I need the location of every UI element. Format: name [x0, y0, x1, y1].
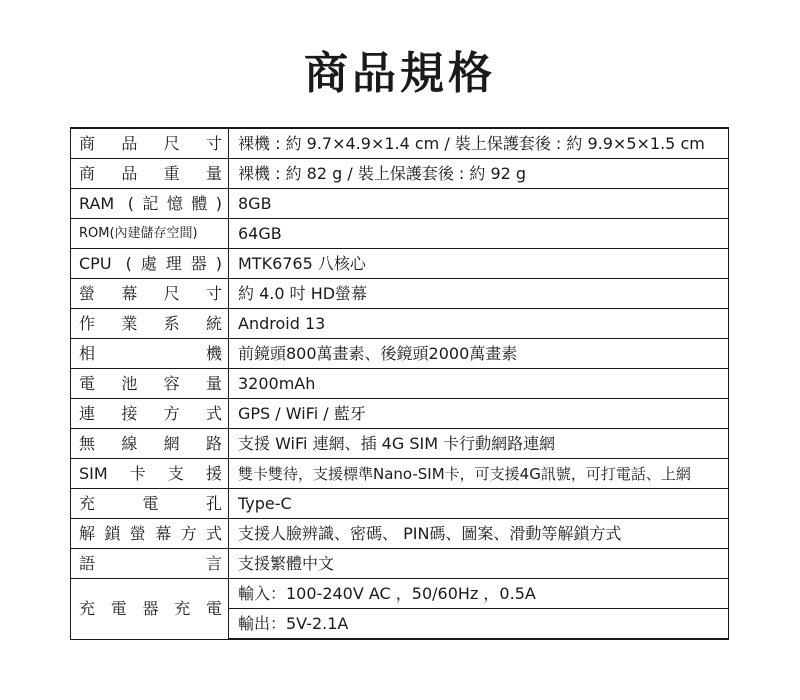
spec-value: 3200mAh [229, 369, 729, 399]
spec-label-cell [71, 489, 229, 519]
spec-label-cell [71, 159, 229, 189]
spec-label-cell [71, 339, 229, 369]
spec-value: GPS / WiFi / 藍牙 [229, 399, 729, 429]
spec-value: 裸機 : 約 82 g / 裝上保護套後 : 約 92 g [229, 159, 729, 189]
table-row [71, 459, 729, 489]
table-row [71, 279, 729, 309]
spec-label-cell [71, 519, 229, 549]
spec-label-cell [71, 219, 229, 249]
charger-input-value: 輸入：100-240V AC ，50/60Hz ，0.5A [229, 579, 729, 609]
spec-label: 商品重量 [79, 163, 222, 183]
spec-label: 相機 [79, 343, 222, 363]
spec-label: 語言 [79, 553, 222, 573]
spec-value: 裸機 : 約 9.7×4.9×1.4 cm / 裝上保護套後 : 約 9.9×5×1.5 cm [229, 128, 729, 159]
spec-label: 螢幕尺寸 [79, 283, 222, 303]
spec-table [70, 127, 729, 640]
spec-value: Android 13 [229, 309, 729, 339]
table-row [71, 519, 729, 549]
spec-label-cell [71, 189, 229, 219]
spec-label: 連接方式 [79, 403, 222, 423]
table-row [71, 339, 729, 369]
spec-value: 前鏡頭800萬畫素、後鏡頭2000萬畫素 [229, 339, 729, 369]
spec-label-cell [71, 369, 229, 399]
spec-label-cell [71, 399, 229, 429]
table-row [71, 549, 729, 579]
spec-label-cell [71, 128, 229, 159]
spec-label: SIM卡支援 [79, 463, 222, 483]
spec-label: 商品尺寸 [79, 133, 222, 153]
spec-label-cell [71, 309, 229, 339]
table-row [71, 159, 729, 189]
table-row [71, 309, 729, 339]
table-row [71, 429, 729, 459]
spec-label: 充電孔 [79, 493, 222, 513]
charger-output-value: 輸出：5V-2.1A [229, 609, 729, 640]
spec-label: CPU (處理器) [79, 253, 222, 273]
spec-value: 支援繁體中文 [229, 549, 729, 579]
spec-label: 解鎖螢幕方式 [79, 523, 222, 543]
spec-label: 電池容量 [79, 373, 222, 393]
spec-label-cell [71, 249, 229, 279]
spec-value: 8GB [229, 189, 729, 219]
table-row [71, 579, 729, 609]
spec-value: 支援人臉辨識、密碼、 PIN碼、圖案、滑動等解鎖方式 [229, 519, 729, 549]
table-row [71, 189, 729, 219]
page-title: 商品規格 [304, 48, 496, 99]
spec-value: Type-C [229, 489, 729, 519]
table-row [71, 128, 729, 159]
table-row [71, 249, 729, 279]
spec-label: 無線網路 [79, 433, 222, 453]
table-row [71, 489, 729, 519]
spec-label: 充電器充電 [79, 598, 222, 618]
spec-value: 支援 WiFi 連網、插 4G SIM 卡行動網路連網 [229, 429, 729, 459]
table-row [71, 369, 729, 399]
table-row [71, 219, 729, 249]
spec-label-cell [71, 549, 229, 579]
spec-value: MTK6765 八核心 [229, 249, 729, 279]
spec-label: ROM(內建儲存空間) [79, 225, 198, 241]
spec-value: 64GB [229, 219, 729, 249]
spec-value: 約 4.0 吋 HD螢幕 [229, 279, 729, 309]
spec-label-cell [71, 429, 229, 459]
spec-label-cell [71, 459, 229, 489]
spec-label: 作業系統 [79, 313, 222, 333]
spec-value: 雙卡雙待，支援標準Nano-SIM卡，可支援4G訊號，可打電話、上網 [229, 459, 729, 489]
table-row [71, 399, 729, 429]
spec-label-cell [71, 579, 229, 640]
spec-label-cell [71, 279, 229, 309]
spec-label: RAM (記憶體) [79, 193, 222, 213]
